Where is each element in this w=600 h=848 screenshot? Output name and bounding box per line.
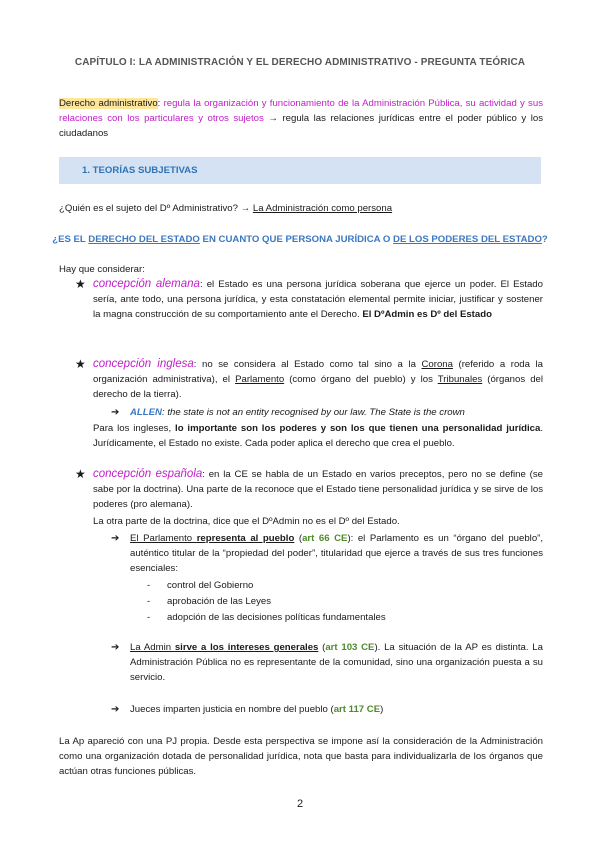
spanish-text: : en la CE se habla de un Estado en varios preceptos, pero no se define (se sabe por la doctrina). Una parte de la reconoce que el Estado tiene personalidad jurídica y se sirve de los poderes (pro alemana). (93, 469, 543, 510)
question-state-underline: DERECHO DEL ESTADO (88, 234, 200, 245)
paren: ( (294, 533, 303, 544)
question-subject-answer: La Administración como persona (252, 203, 393, 214)
dash-bullet: - (147, 580, 151, 591)
closing-paragraph: La Ap apareció con una PJ propia. Desde esta perspectiva se impone así la consideración de la Administración como una organización dotada de personalidad jurídica, nota que basta para individualizarla de los órganos que actúan otras funciones públicas. (59, 736, 543, 777)
admin-point (130, 640, 543, 685)
spanish-conception (93, 467, 543, 512)
english-corona: Corona (421, 359, 453, 370)
function-item: aprobación de las Leyes (167, 596, 272, 607)
question-subject-text: ¿Quién es el sujeto del Dº Administrativo? → (59, 203, 253, 214)
intro-colon: : (157, 98, 161, 109)
english-explanation-text: . Jurídicamente, el Estado no existe. Cada poder aplica el derecho que crea el pueblo. (93, 423, 543, 449)
english-text: (como órgano del pueblo) y los (284, 374, 438, 385)
question-subject (59, 201, 392, 216)
english-text: (referido a roda la organización administrativa), el (93, 359, 543, 385)
german-conception-text: : el Estado es una persona jurídica soberana que ejerce un poder. El Estado sería, ante todo, una persona jurídica, y esta constatación elemental permite iniciar, justificar y sostener la magna construcción de su comportamiento ante el Derecho. (93, 279, 543, 320)
english-text: (órganos del derecho de la tierra). (93, 374, 543, 400)
parlamento-label: El Parlamento (130, 533, 197, 544)
article-ref: art 66 CE (302, 533, 348, 544)
intro-paragraph (59, 96, 543, 141)
function-item: adopción de las decisiones políticas fundamentales (167, 612, 386, 623)
article-ref: art 117 CE (333, 704, 381, 715)
question-state-underline: DE LOS PODERES DEL ESTADO (393, 234, 542, 245)
english-text: : no se considera al Estado como tal sino a la (193, 359, 422, 370)
question-state-part: EN CUANTO QUE PERSONA JURÍDICA O (199, 234, 394, 245)
intro-definition: regula la organización y funcionamiento de la Administración Pública, su actividad y sus relaciones con los particulares y otros sujetos (59, 98, 543, 124)
allen-name: ALLEN (130, 407, 162, 418)
dash-bullet: - (147, 612, 151, 623)
english-explanation-bold: lo importante son los poderes y son los que tienen una personalidad jurídica (175, 423, 541, 434)
dash-bullet: - (147, 596, 151, 607)
german-conception-bold: El DºAdmin es Dº del Estado (362, 309, 492, 320)
question-state-part: ¿ES EL (52, 234, 89, 245)
english-conception (93, 357, 543, 402)
judges-point (130, 702, 543, 717)
parlamento-point (130, 531, 543, 576)
intro-term: Derecho administrativo (59, 98, 158, 109)
parlamento-text: ): el Parlamento es un “órgano del pueblo”, auténtico titular de la “propiedad del poder”, titularidad que ejerce a través de sus tres funciones esenciales: (130, 533, 544, 574)
allen-quote (130, 405, 543, 420)
star-icon: ★ (75, 277, 86, 291)
english-explanation (93, 421, 543, 451)
question-state (0, 232, 600, 247)
function-item: control del Gobierno (167, 580, 254, 591)
spanish-conception-label: concepción española (93, 468, 203, 480)
star-icon: ★ (75, 467, 86, 481)
arrow-icon: ➔ (111, 642, 120, 653)
section-heading-box (59, 157, 541, 184)
german-conception (93, 277, 543, 322)
section-heading: 1. TEORÍAS SUBJETIVAS (82, 165, 198, 176)
consider-text: Hay que considerar: (59, 264, 145, 275)
german-conception-label: concepción alemana (93, 278, 200, 290)
arrow-icon: ➔ (111, 533, 120, 544)
allen-quote-text: : the state is not an entity recognised by our law. The State is the crown (161, 407, 465, 418)
article-ref: art 103 CE (325, 642, 375, 653)
arrow-icon: ➔ (111, 407, 120, 418)
judges-text: Jueces imparten justicia en nombre del pueblo ( (130, 704, 334, 715)
parlamento-bold: representa al pueblo (196, 533, 295, 544)
paren: ) (380, 704, 384, 715)
english-explanation-text: Para los ingleses, (93, 423, 176, 434)
chapter-title: CAPÍTULO I: LA ADMINISTRACIÓN Y EL DERECHO ADMINISTRATIVO - PREGUNTA TEÓRICA (74, 57, 526, 68)
arrow-icon: ➔ (111, 704, 120, 715)
admin-bold: sirve a los intereses generales (174, 642, 319, 653)
english-parlamento: Parlamento (235, 374, 285, 385)
english-tribunales: Tribunales (437, 374, 483, 385)
question-state-part: ? (541, 234, 548, 245)
intro-definition-rest: → regula las relaciones jurídicas entre el poder público y los ciudadanos (59, 113, 543, 139)
star-icon: ★ (75, 357, 86, 371)
admin-text: ). La situación de la AP es distinta. La Administración Pública no es representante de la comunidad, sino una organización puesta a su servicio. (130, 642, 543, 683)
spanish-other-doctrine: La otra parte de la doctrina, dice que el DºAdmin no es el Dº del Estado. (93, 516, 400, 527)
admin-label: La Admin (130, 642, 175, 653)
page-number: 2 (296, 798, 304, 810)
english-conception-label: concepción inglesa (93, 358, 194, 370)
paren: ( (318, 642, 326, 653)
